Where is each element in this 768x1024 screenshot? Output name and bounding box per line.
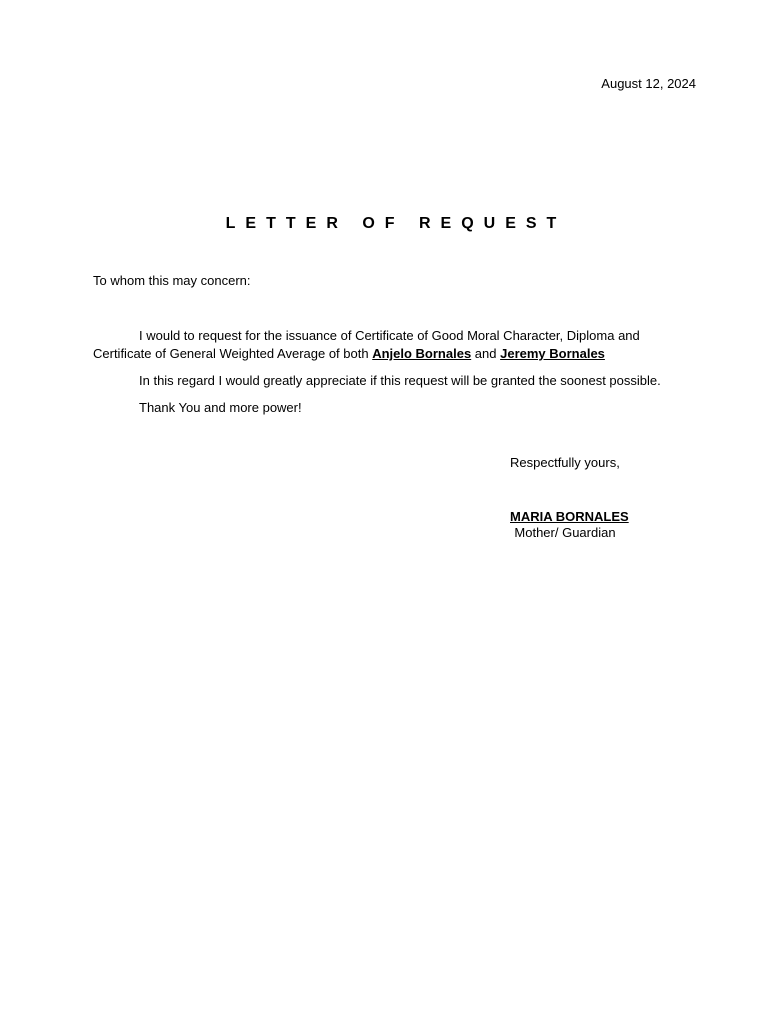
paragraph-appreciation: [93, 372, 693, 390]
salutation: To whom this may concern:: [93, 273, 251, 288]
letter-title: LETTER OF REQUEST: [225, 215, 567, 232]
paragraph-thanks: [93, 399, 693, 417]
closing-line: Respectfully yours,: [510, 455, 620, 470]
signature-block: [510, 509, 629, 541]
appreciation-text: In this regard I would greatly appreciate if this request will be granted the soonest possible.: [139, 373, 661, 388]
signatory-role: Mother/ Guardian: [514, 525, 616, 540]
letter-date: August 12, 2024: [601, 76, 696, 91]
paragraph-request: [93, 327, 693, 363]
signatory-name: MARIA BORNALES: [510, 509, 629, 524]
thanks-text: Thank You and more power!: [139, 400, 302, 415]
request-line-1: I would to request for the issuance of Certificate of Good Moral Character, Diploma and: [139, 328, 640, 343]
letter-body: [93, 327, 693, 426]
student-name-1: Anjelo Bornales: [372, 346, 472, 361]
student-name-2: Jeremy Bornales: [500, 346, 605, 361]
request-line-2: Certificate of General Weighted Average of both: [93, 346, 369, 361]
conjunction: and: [474, 346, 497, 361]
